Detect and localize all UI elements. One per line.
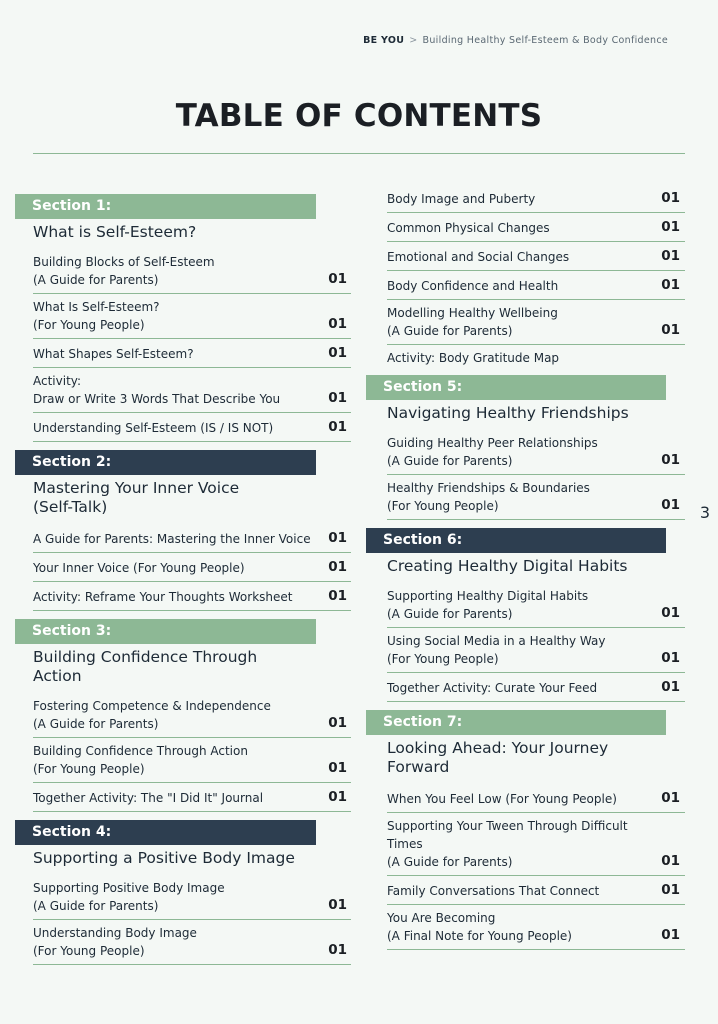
toc-entry[interactable] — [387, 628, 685, 673]
section-7-title[interactable]: Looking Ahead: Your Journey Forward — [387, 739, 609, 776]
toc-entry-label: Modelling Healthy Wellbeing (A Guide for Parents) — [387, 306, 558, 338]
toc-entry-label: Building Blocks of Self-Esteem (A Guide for Parents) — [33, 255, 215, 287]
toc-entry-page: 01 — [661, 650, 680, 666]
toc-entry-page: 01 — [328, 271, 347, 287]
toc-entry-page: 01 — [661, 882, 680, 898]
toc-entry-label: Healthy Friendships & Boundaries (For Young People) — [387, 481, 590, 513]
toc-entry[interactable] — [33, 413, 351, 442]
breadcrumb — [363, 35, 668, 46]
toc-entry[interactable] — [33, 920, 351, 965]
toc-entry-label: You Are Becoming (A Final Note for Young People) — [387, 911, 572, 943]
toc-entry-page: 01 — [328, 715, 347, 731]
toc-entry-page: 01 — [661, 452, 680, 468]
toc-entry-page: 01 — [661, 605, 680, 621]
edge-glyph: 3 — [699, 503, 710, 522]
toc-entry-label: What Is Self-Esteem? (For Young People) — [33, 300, 160, 332]
toc-entry-label: Family Conversations That Connect — [387, 884, 600, 898]
toc-entry-label: Fostering Competence & Independence (A Guide for Parents) — [33, 699, 271, 731]
toc-entry-page: 01 — [661, 322, 680, 338]
toc-entry-label: Activity: Reframe Your Thoughts Worksheet — [33, 590, 293, 604]
toc-entry-label: Understanding Body Image (For Young People) — [33, 926, 197, 958]
section-3-title[interactable]: Building Confidence Through Action — [33, 648, 258, 685]
toc-entry[interactable] — [387, 430, 685, 475]
section-1-title[interactable]: What is Self-Esteem? — [33, 223, 197, 241]
section-5-title[interactable]: Navigating Healthy Friendships — [387, 404, 629, 422]
toc-entry[interactable] — [387, 784, 685, 813]
toc-entry-page: 01 — [661, 790, 680, 806]
section-6-header: Section 6: — [366, 528, 666, 553]
toc-entry-label: Using Social Media in a Healthy Way (For Young People) — [387, 634, 606, 666]
toc-column-right — [366, 184, 685, 950]
toc-entry-page: 01 — [661, 190, 680, 206]
toc-entry-label: Your Inner Voice (For Young People) — [33, 561, 245, 575]
toc-entry-label: Activity: Body Gratitude Map — [387, 351, 560, 365]
toc-entry-label: Body Confidence and Health — [387, 279, 559, 293]
section-2-title[interactable]: Mastering Your Inner Voice (Self-Talk) — [33, 479, 240, 516]
toc-entry[interactable] — [387, 300, 685, 345]
section-5-header: Section 5: — [366, 375, 666, 400]
toc-entry[interactable] — [33, 582, 351, 611]
toc-entry-page: 01 — [328, 530, 347, 546]
toc-entry-label: Common Physical Changes — [387, 221, 550, 235]
page-title: TABLE OF CONTENTS — [175, 98, 543, 134]
toc-entry-page: 01 — [661, 853, 680, 869]
toc-entry[interactable] — [387, 583, 685, 628]
toc-entry-page: 01 — [661, 277, 680, 293]
toc-entry-page: 01 — [328, 316, 347, 332]
breadcrumb-title[interactable]: Building Healthy Self-Esteem & Body Confidence — [422, 35, 668, 46]
toc-entry-page: 01 — [328, 897, 347, 913]
toc-entry-label: Building Confidence Through Action (For Young People) — [33, 744, 248, 776]
toc-entry[interactable] — [33, 738, 351, 783]
toc-entry-label: Supporting Positive Body Image (A Guide for Parents) — [33, 881, 225, 913]
toc-entry-label: Supporting Your Tween Through Difficult Times (A Guide for Parents) — [387, 819, 628, 869]
toc-entry-page: 01 — [661, 497, 680, 513]
section-3-header: Section 3: — [15, 619, 316, 644]
toc-entry-label: Together Activity: The "I Did It" Journal — [33, 791, 264, 805]
toc-entry[interactable] — [387, 345, 685, 371]
breadcrumb-brand[interactable]: BE YOU — [363, 35, 405, 46]
toc-entry-page: 01 — [328, 345, 347, 361]
section-1-header: Section 1: — [15, 194, 316, 219]
toc-entry-label: A Guide for Parents: Mastering the Inner Voice — [33, 532, 311, 546]
toc-entry-page: 01 — [661, 248, 680, 264]
toc-entry-label: What Shapes Self-Esteem? — [33, 347, 194, 361]
section-4-header: Section 4: — [15, 820, 316, 845]
toc-entry-label: Understanding Self-Esteem (IS / IS NOT) — [33, 421, 274, 435]
toc-entry-label: Body Image and Puberty — [387, 192, 536, 206]
toc-column-left — [15, 194, 351, 965]
toc-entry-label: Emotional and Social Changes — [387, 250, 570, 264]
toc-entry-page: 01 — [661, 927, 680, 943]
toc-entry[interactable] — [33, 875, 351, 920]
toc-entry[interactable] — [33, 783, 351, 812]
toc-entry[interactable] — [387, 813, 685, 876]
title-divider — [33, 153, 685, 154]
toc-entry-page: 01 — [661, 219, 680, 235]
toc-entry[interactable] — [387, 271, 685, 300]
toc-entry[interactable] — [33, 294, 351, 339]
toc-entry[interactable] — [387, 876, 685, 905]
toc-entry[interactable] — [387, 213, 685, 242]
section-2-header: Section 2: — [15, 450, 316, 475]
toc-entry-page: 01 — [328, 559, 347, 575]
toc-entry-label: Activity: Draw or Write 3 Words That Describe You — [33, 374, 281, 406]
toc-entry-label: When You Feel Low (For Young People) — [387, 792, 617, 806]
toc-entry[interactable] — [33, 553, 351, 582]
toc-entry[interactable] — [33, 249, 351, 294]
toc-entry-label: Together Activity: Curate Your Feed — [387, 681, 598, 695]
toc-entry[interactable] — [387, 184, 685, 213]
toc-entry[interactable] — [33, 693, 351, 738]
toc-entry[interactable] — [387, 905, 685, 950]
toc-entry[interactable] — [387, 673, 685, 702]
section-6-title[interactable]: Creating Healthy Digital Habits — [387, 557, 628, 575]
toc-entry-label: Guiding Healthy Peer Relationships (A Guide for Parents) — [387, 436, 598, 468]
toc-entry-page: 01 — [328, 588, 347, 604]
toc-entry[interactable] — [387, 475, 685, 520]
toc-entry[interactable] — [33, 339, 351, 368]
toc-entry-page: 01 — [661, 679, 680, 695]
toc-entry-label: Supporting Healthy Digital Habits (A Guide for Parents) — [387, 589, 589, 621]
toc-entry-page: 01 — [328, 760, 347, 776]
section-7-header: Section 7: — [366, 710, 666, 735]
chevron-right-icon: > — [409, 35, 418, 46]
toc-entry-page: 01 — [328, 390, 347, 406]
toc-entry-page: 01 — [328, 419, 347, 435]
toc-entry[interactable] — [33, 368, 351, 413]
toc-entry[interactable] — [387, 242, 685, 271]
section-4-title[interactable]: Supporting a Positive Body Image — [33, 849, 295, 867]
toc-entry-page: 01 — [328, 942, 347, 958]
toc-entry-page: 01 — [328, 789, 347, 805]
toc-entry[interactable] — [33, 524, 351, 553]
